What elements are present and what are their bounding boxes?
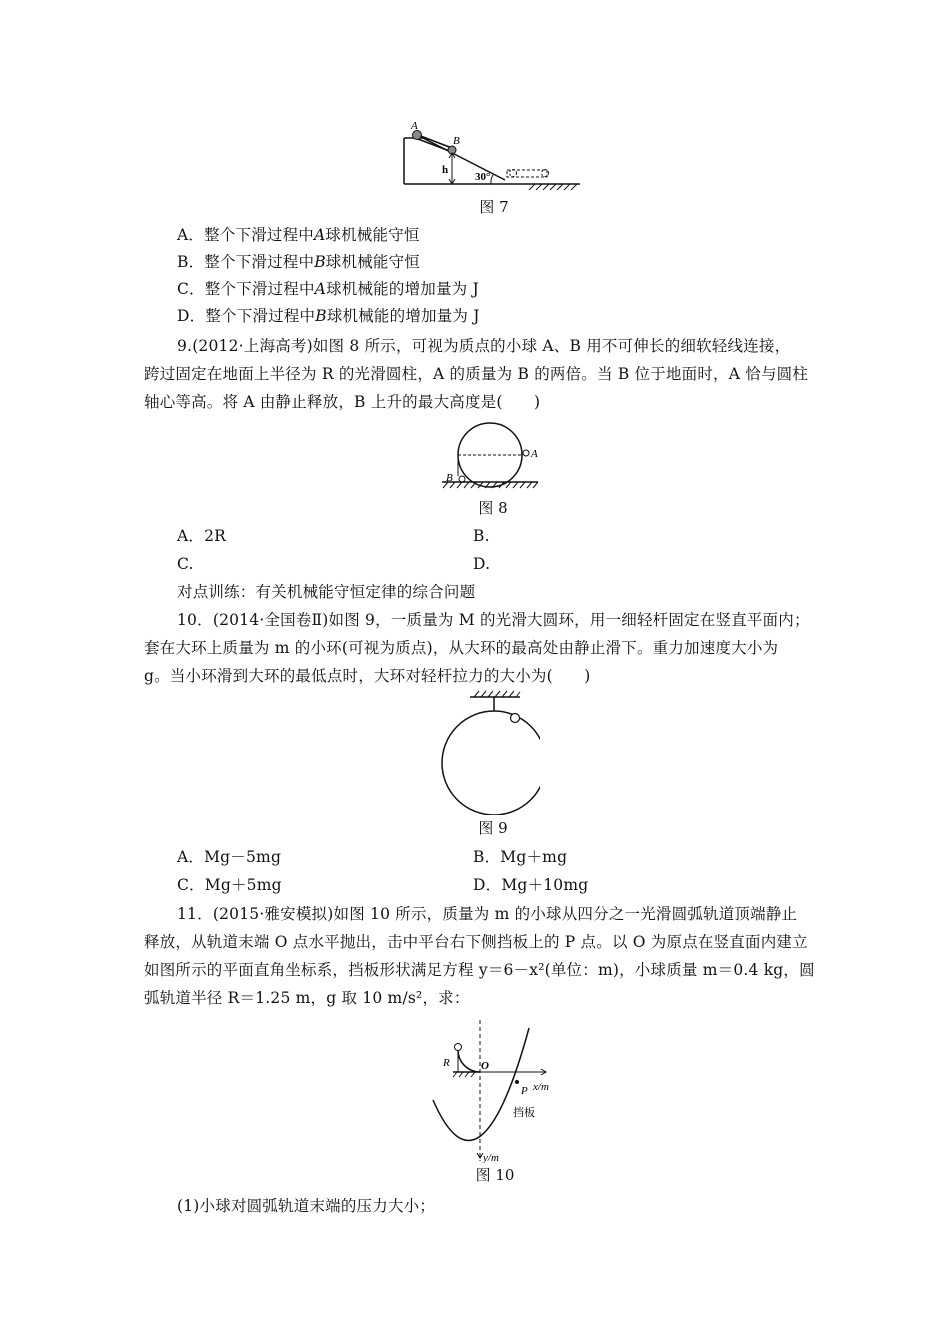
figure-9-caption: 图 9	[478, 819, 508, 837]
fig7-label-b: B	[453, 135, 460, 147]
q9-line-3: 轴心等高。将 A 由静止释放，B 上升的最大高度是( )	[144, 393, 541, 411]
q8-option-c: C．整个下滑过程中A球机械能的增加量为 J	[177, 280, 479, 298]
fig7-label-a: A	[411, 120, 418, 132]
fig8-label-a: A	[531, 448, 538, 460]
fig8-label-b: B	[446, 472, 453, 484]
q10-option-a: A．Mg－5mg	[177, 848, 282, 866]
q10-line-2: 套在大环上质量为 m 的小环(可视为质点)，从大环的最高处由静止滑下。重力加速度大小为	[144, 639, 779, 657]
q10-option-b: B．Mg＋mg	[473, 848, 568, 866]
q11-line-2: 释放，从轨道末端 O 点水平抛出，击中平台右下侧挡板上的 P 点。以 O 为原点在竖直面内建立	[144, 933, 808, 951]
figure-7	[395, 118, 595, 194]
q9-option-b: B.	[473, 527, 490, 545]
fig10-label-o: O	[481, 1060, 489, 1072]
figure-10-caption: 图 10	[475, 1166, 515, 1184]
q9-line-2: 跨过固定在地面上半径为 R 的光滑圆柱，A 的质量为 B 的两倍。当 B 位于地面时，A 恰与圆柱	[144, 365, 809, 383]
figure-9	[410, 690, 540, 815]
q11-line-4: 弧轨道半径 R＝1.25 m，g 取 10 m/s²，求：	[144, 989, 470, 1007]
fig7-label-angle: 30°	[475, 171, 491, 183]
q10-option-c: C．Mg＋5mg	[177, 876, 282, 894]
q8-option-d: D．整个下滑过程中B球机械能的增加量为 J	[177, 307, 480, 325]
q9-option-d: D.	[473, 555, 491, 573]
q8-option-b: B．整个下滑过程中B球机械能守恒	[177, 253, 420, 271]
q9-option-a: A．2R	[177, 527, 227, 545]
q10-option-d: D．Mg＋10mg	[473, 876, 589, 894]
q9-option-c: C.	[177, 555, 194, 573]
fig10-label-p: P	[521, 1085, 528, 1097]
fig10-label-board: 挡板	[513, 1107, 535, 1119]
fig10-label-y: y/m	[483, 1152, 499, 1163]
q10-line-3: g。当小环滑到大环的最低点时，大环对轻杆拉力的大小为( )	[144, 667, 591, 685]
q9-line-1: 9.(2012·上海高考)如图 8 所示，可视为质点的小球 A、B 用不可伸长的细软轻线连接，	[177, 337, 791, 355]
figure-7-caption: 图 7	[479, 198, 509, 216]
q10-line-1: 10．(2014·全国卷Ⅱ)如图 9，一质量为 M 的光滑大圆环，用一细轻杆固定在竖直平面内；	[177, 611, 810, 629]
figure-10	[425, 1018, 575, 1163]
fig10-label-x: x/m	[533, 1081, 549, 1093]
q11-line-1: 11．(2015·雅安模拟)如图 10 所示，质量为 m 的小球从四分之一光滑圆弧轨道顶端静止	[177, 905, 798, 923]
q8-option-a: A．整个下滑过程中A球机械能守恒	[177, 226, 420, 244]
q11-line-3: 如图所示的平面直角坐标系，挡板形状满足方程 y＝6－x²(单位：m)，小球质量 m＝0.4 kg，圆	[144, 961, 815, 979]
figure-8-caption: 图 8	[478, 499, 508, 517]
figure-8	[438, 420, 548, 492]
fig10-label-r: R	[443, 1057, 450, 1069]
fig7-label-h: h	[442, 164, 449, 176]
q11-sub-question-1: (1)小球对圆弧轨道末端的压力大小；	[177, 1197, 436, 1215]
section-title: 对点训练：有关机械能守恒定律的综合问题	[177, 583, 476, 601]
